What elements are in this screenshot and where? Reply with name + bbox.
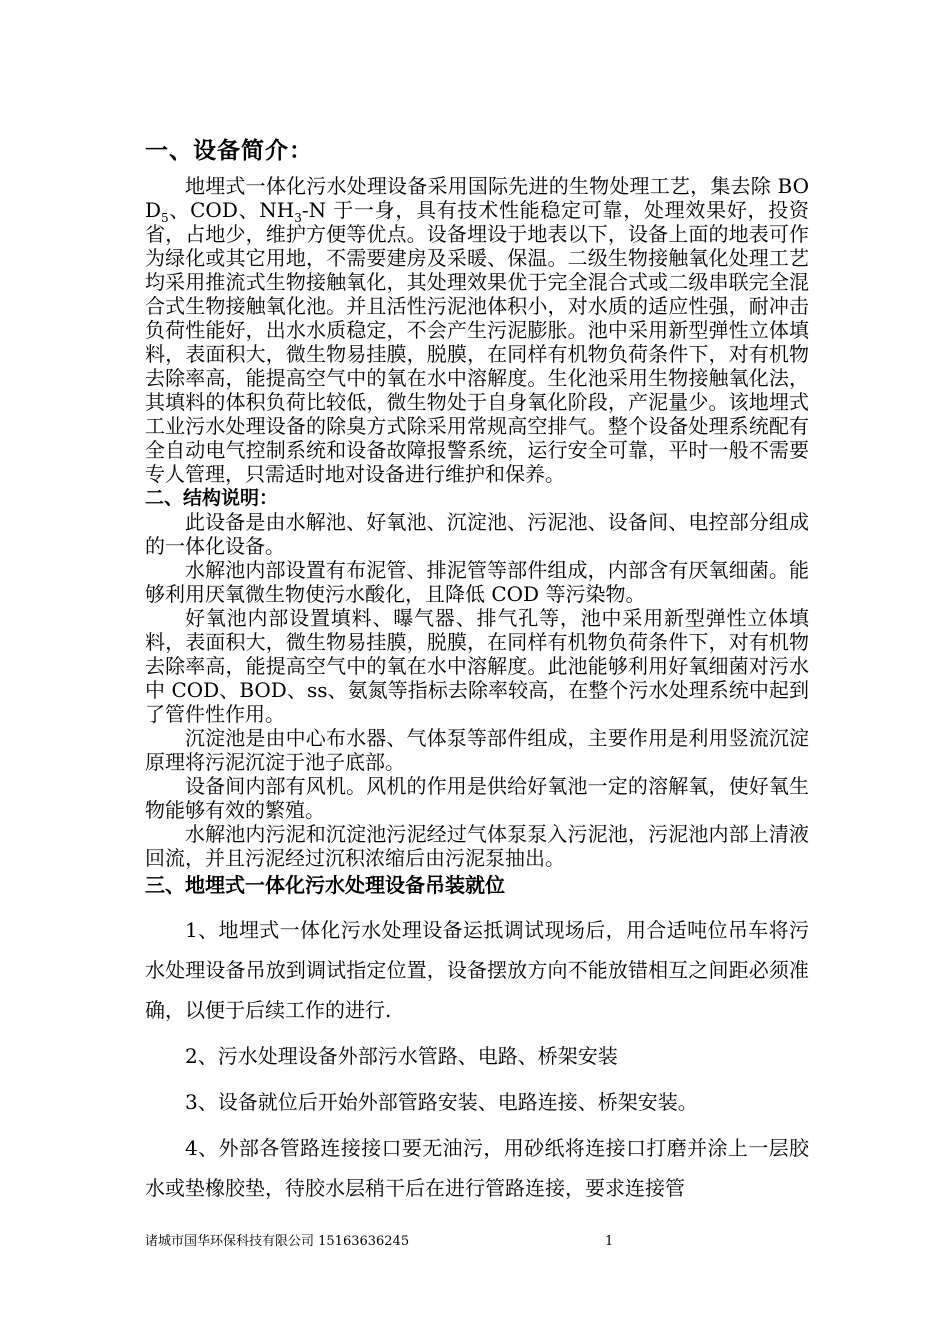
page-number: 1 — [605, 1234, 614, 1249]
section-3-paragraph: 1、地埋式一体化污水处理设备运抵调试现场后，用合适吨位吊车将污水处理设备吊放到调试指定位置，设备摆放方向不能放错相互之间距必须准确，以便于后续工作的进行. — [145, 918, 809, 1022]
section-1-paragraph — [145, 174, 809, 486]
document-body — [145, 136, 809, 1214]
subscript: 5 — [161, 211, 169, 225]
section-2-heading: 二、结构说明： — [145, 487, 279, 509]
paragraph-text: 地埋式一体化污水处理设备采用国际先进的生物处理工艺，集去除 BOD — [145, 174, 809, 222]
section-2-paragraph: 水解池内部设置有布泥管、排泥管等部件组成，内部含有厌氧细菌。能够利用厌氧微生物使污水酸化，且降低 COD 等污染物。 — [145, 558, 809, 606]
section-3-heading: 三、地埋式一体化污水处理设备吊装就位 — [145, 873, 505, 897]
section-1-heading: 一、设备简介： — [145, 137, 313, 164]
section-2-paragraph: 水解池内污泥和沉淀池污泥经过气体泵泵入污泥池，污泥池内部上清液回流，并且污泥经过沉积浓缩后由污泥泵抽出。 — [145, 822, 809, 870]
section-2-paragraph: 此设备是由水解池、好氧池、沉淀池、污泥池、设备间、电控部分组成的一体化设备。 — [145, 510, 809, 558]
section-2-paragraph: 设备间内部有风机。风机的作用是供给好氧池一定的溶解氧，使好氧生物能够有效的繁殖。 — [145, 774, 809, 822]
paragraph-text: -N 于一身，具有技术性能稳定可靠，处理效果好，投资省，占地少，维护方便等优点。设备埋设于地表以下，设备上面的地表可作为绿化或其它用地，不需要建房及采暖、保温。二级生物接触氧化处理工艺均采用推流式生物接触氧化，其处理效果优于完全混合式或二级串联完全混合式生物接触氧化池。并且活性污泥池体积小，对水质的适应性强，耐冲击负荷性能好，出水水质稳定，不会产生污泥膨胀。池中采用新型弹性立体填料，表面积大，微生物易挂膜，脱膜，在同样有机物负荷条件下，对有机物去除率高，能提高空气中的氧在水中溶解度。生化池采用生物接触氧化法，其填料的体积负荷比较低，微生物处于自身氧化阶段，产泥量少。该地埋式工业污水处理设备的除臭方式除采用常规高空排气。整个设备处理系统配有全自动电气控制系统和设备故障报警系统，运行安全可靠，平时一般不需要专人管理，只需适时地对设备进行维护和保养。 — [145, 198, 809, 486]
section-3-paragraph: 2、污水处理设备外部污水管路、电路、桥架安装 — [185, 1044, 618, 1068]
section-2-paragraph: 好氧池内部设置填料、曝气器、排气孔等，池中采用新型弹性立体填料，表面积大，微生物易挂膜，脱膜，在同样有机物负荷条件下，对有机物去除率高，能提高空气中的氧在水中溶解度。此池能够利用好氧细菌对污水中 COD、BOD、ss、氨氮等指标去除率较高，在整个污水处理系统中起到了管件性作用。 — [145, 606, 809, 726]
paragraph-text: 、COD、NH — [168, 198, 295, 222]
section-3-paragraph: 3、设备就位后开始外部管路安装、电路连接、桥架安装。 — [185, 1090, 698, 1114]
footer-company: 诸城市国华环保科技有限公司 15163636245 — [145, 1234, 410, 1249]
section-2-paragraph: 沉淀池是由中心布水器、气体泵等部件组成，主要作用是利用竖流沉淀原理将污泥沉淀于池子底部。 — [145, 726, 809, 774]
section-3-paragraph: 4、外部各管路连接接口要无油污，用砂纸将连接口打磨并涂上一层胶水或垫橡胶垫，待胶水层稍干后在进行管路连接，要求连接管 — [145, 1136, 809, 1200]
subscript: 3 — [294, 211, 302, 225]
